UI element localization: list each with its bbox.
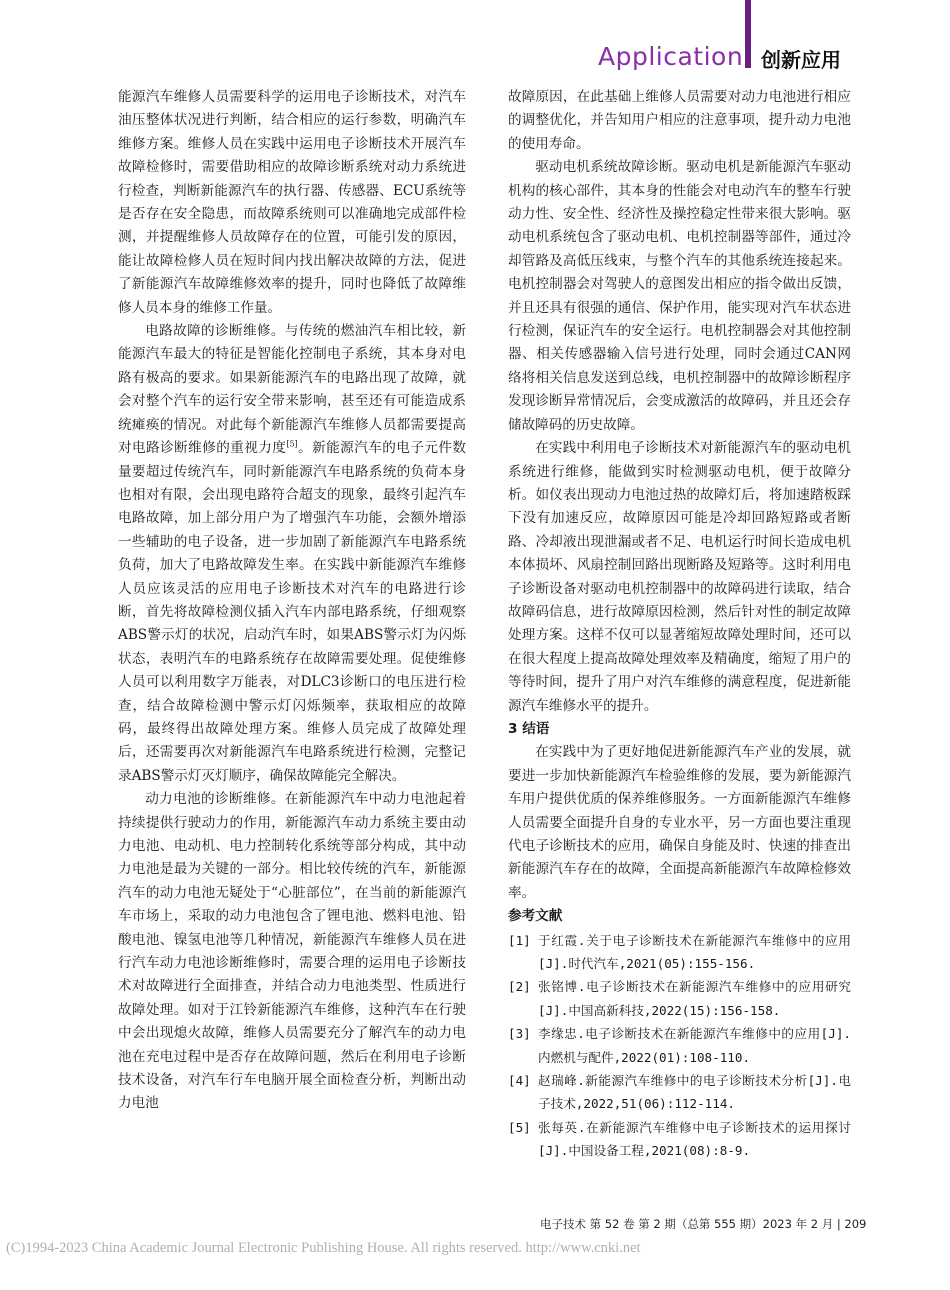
reference-text: 赵瑞峰.新能源汽车维修中的电子诊断技术分析[J].电子技术,2022,51(06):112-114. bbox=[538, 1073, 851, 1112]
citation-5: [5] bbox=[286, 439, 298, 449]
reference-item bbox=[508, 929, 851, 976]
copyright-watermark: (C)1994-2023 China Academic Journal Electronic Publishing House. All rights reserved. http://www.cnki.net bbox=[6, 1240, 641, 1256]
reference-number: [2] bbox=[508, 979, 531, 995]
references-list bbox=[508, 929, 851, 1163]
conclusion-paragraph: 在实践中为了更好地促进新能源汽车产业的发展，就要进一步加快新能源汽车检验维修的发展，要为新能源汽车用户提供优质的保养维修服务。一方面新能源汽车维修人员需要全面提升自身的专业水平，另一方面也要注重现代电子诊断技术的应用，确保自身能及时、快速的排查出新能源汽车存在的故障，全面提高新能源汽车故障检修效率。 bbox=[508, 744, 851, 901]
left-paragraph-circuit bbox=[118, 320, 466, 788]
right-paragraph-motor: 驱动电机系统故障诊断。驱动电机是新能源汽车驱动机构的核心部件，其本身的性能会对电动汽车的整车行驶动力性、安全性、经济性及操控稳定性带来很大影响。驱动电机系统包含了驱动电机、电机控制器等部件，通过冷却管路及高低压线束，与整个汽车的其他系统连接起来。电机控制器会对驾驶人的意图发出相应的指令做出反馈，并且还具有很强的通信、保护作用，能实现对汽车状态进行检测，保证汽车的安全运行。电机控制器会对其他控制器、相关传感器输入信号进行处理，同时会通过CAN网络将相关信息发送到总线，电机控制器中的故障诊断程序发现诊断异常情况后，会变成激活的故障码，并且还会存储故障码的历史故障。 bbox=[508, 159, 851, 433]
reference-item bbox=[508, 975, 851, 1022]
circuit-text-a: 电路故障的诊断维修。与传统的燃油汽车相比较，新能源汽车最大的特征是智能化控制电子系统，其本身对电路有极高的要求。如果新能源汽车的电路出现了故障，就会对整个汽车的运行安全带来影响，甚至还有可能造成系统瘫痪的情况。对此每个新能源汽车维修人员都需要提高对电路诊断维修的重视力度 bbox=[118, 323, 466, 457]
reference-item bbox=[508, 1069, 851, 1116]
header-accent-bar bbox=[745, 0, 751, 68]
reference-number: [1] bbox=[508, 932, 531, 948]
reference-number: [5] bbox=[508, 1119, 531, 1135]
page-footer: 电子技术 第 52 卷 第 2 期（总第 555 期）2023 年 2 月 | 209 bbox=[540, 1217, 867, 1231]
reference-text: 于红霞.关于电子诊断技术在新能源汽车维修中的应用[J].时代汽车,2021(05):155-156. bbox=[538, 932, 851, 972]
reference-text: 李缘忠.电子诊断技术在新能源汽车维修中的应用[J].内燃机与配件,2022(01):108-110. bbox=[538, 1026, 851, 1065]
left-paragraph-battery: 动力电池的诊断维修。在新能源汽车中动力电池起着持续提供行驶动力的作用，新能源汽车动力系统主要由动力电池、电动机、电力控制转化系统等部分构成，其中动力电池是最为关键的一部分。相比较传统的汽车，新能源汽车的动力电池无疑处于“心脏部位”，在当前的新能源汽车市场上，采取的动力电池包含了锂电池、燃料电池、铅酸电池、镍氢电池等几种情况，新能源汽车维修人员在进行汽车动力电池诊断维修时，需要合理的运用电子诊断技术对故障进行全面排查，并结合动力电池类型、性质进行故障处理。如对于江铃新能源汽车维修，这种汽车在行驶中会出现熄火故障，维修人员需要充分了解汽车的动力电池在充电过程中是否存在故障问题，然后在利用电子诊断技术设备，对汽车行车电脑开展全面检查分析，判断出动力电池 bbox=[118, 791, 466, 1112]
right-column bbox=[508, 86, 851, 1163]
left-column bbox=[118, 86, 466, 1116]
reference-number: [4] bbox=[508, 1073, 531, 1089]
reference-text: 张铭博.电子诊断技术在新能源汽车维修中的应用研究[J].中国高新科技,2022(15):156-158. bbox=[538, 979, 851, 1018]
header-section-chinese: 创新应用 bbox=[761, 48, 841, 72]
references-title: 参考文献 bbox=[508, 908, 563, 925]
header-section-english: Application bbox=[598, 42, 744, 71]
right-paragraph-1: 故障原因，在此基础上维修人员需要对动力电池进行相应的调整优化，并告知用户相应的注意事项，提升动力电池的使用寿命。 bbox=[508, 89, 851, 152]
reference-item bbox=[508, 1022, 851, 1069]
section-3-title: 3 结语 bbox=[508, 720, 550, 737]
reference-text: 张每英.在新能源汽车维修中电子诊断技术的运用探讨[J].中国设备工程,2021(08):8-9. bbox=[538, 1119, 851, 1159]
right-paragraph-practice: 在实践中利用电子诊断技术对新能源汽车的驱动电机系统进行维修，能做到实时检测驱动电机，便于故障分析。如仪表出现动力电池过热的故障灯后，将加速踏板踩下没有加速反应，故障原因可能是冷却回路短路或者断路、冷却液出现泄漏或者不足、电机运行时间长造成电机本体损坏、风扇控制回路出现断路及短路等。这时利用电子诊断设备对驱动电机控制器中的故障码进行读取，结合故障码信息，进行故障原因检测，然后针对性的制定故障处理方案。这样不仅可以显著缩短故障处理时间，还可以在很大程度上提高故障处理效率及精确度，缩短了用户的等待时间，提升了用户对汽车维修的满意程度，促进新能源汽车维修水平的提升。 bbox=[508, 440, 851, 714]
reference-number: [3] bbox=[508, 1026, 531, 1042]
reference-item bbox=[508, 1116, 851, 1163]
left-paragraph-1: 能源汽车维修人员需要科学的运用电子诊断技术，对汽车油压整体状况进行判断，结合相应的运行参数，明确汽车维修方案。维修人员在实践中运用电子诊断技术开展汽车故障检修时，需要借助相应的故障诊断系统对动力系统进行检查，判断新能源汽车的执行器、传感器、ECU系统等是否存在安全隐患，而故障系统则可以准确地完成部件检测，并提醒维修人员故障存在的位置，可能引发的原因，能让故障检修人员在短时间内找出解决故障的方法，促进了新能源汽车故障维修效率的提升，同时也降低了故障维修人员本身的维修工作量。 bbox=[118, 89, 466, 316]
circuit-text-b: 。新能源汽车的电子元件数量要超过传统汽车，同时新能源汽车电路系统的负荷本身也相对有限，会出现电路符合超支的现象，最终引起汽车电路故障，加上部分用户为了增强汽车功能，会额外增添一些辅助的电子设备，进一步加剧了新能源汽车电路系统负荷，加大了电路故障发生率。在实践中新能源汽车维修人员应该灵活的应用电子诊断技术对汽车的电路进行诊断，首先将故障检测仪插入汽车内部电路系统，仔细观察ABS警示灯的状况，启动汽车时，如果ABS警示灯为闪烁状态，表明汽车的电路系统存在故障需要处理。促使维修人员可以利用数字万能表，对DLC3诊断口的电压进行检查，结合故障检测中警示灯闪烁频率，获取相应的故障码，最终得出故障处理方案。维修人员完成了故障处理后，还需要再次对新能源汽车电路系统进行检测，完整记录ABS警示灯灭灯顺序，确保故障能完全解决。 bbox=[118, 440, 466, 784]
